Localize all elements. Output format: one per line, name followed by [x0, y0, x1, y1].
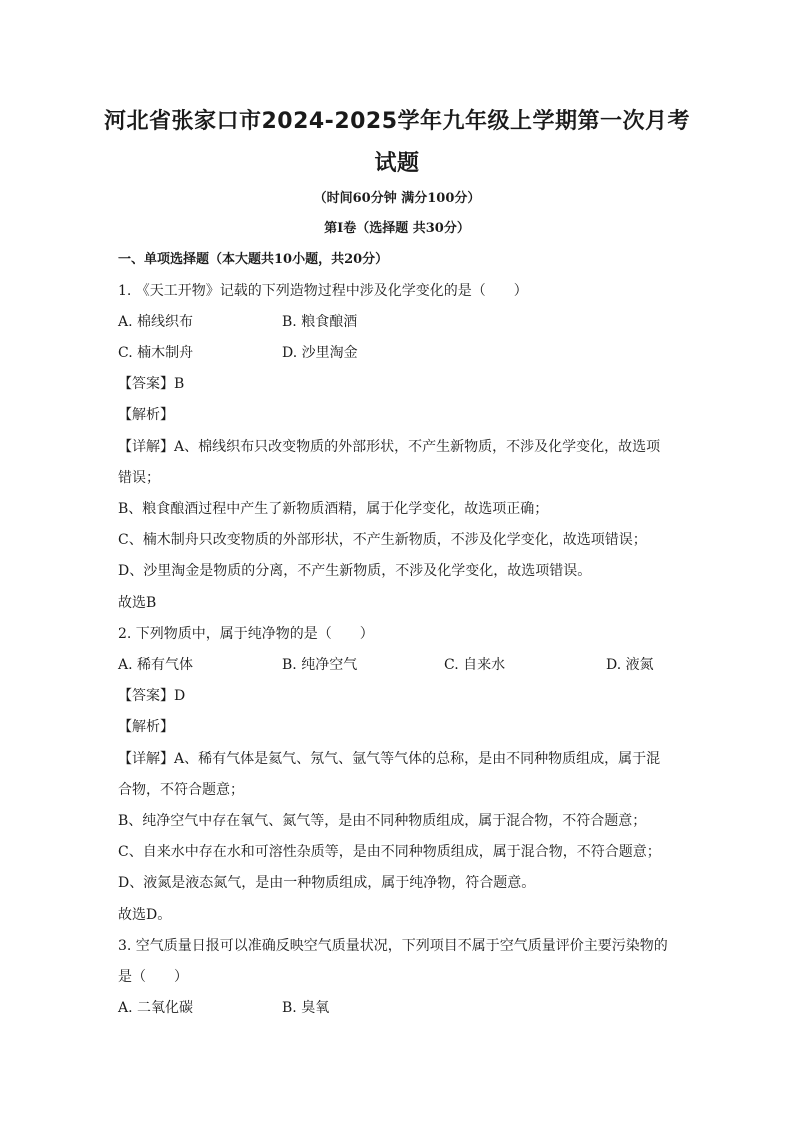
question-1-option-a: A. 棉线织布 [118, 314, 194, 330]
question-3-stem: 3. 空气质量日报可以准确反映空气质量状况，下列项目不属于空气质量评价主要污染物的 [118, 938, 668, 954]
question-1-option-c: C. 楠木制舟 [118, 345, 194, 361]
question-2-analysis: 【解析】 [118, 719, 174, 735]
question-2-detail-line: B、纯净空气中存在氧气、氮气等，是由不同种物质组成，属于混合物，不符合题意； [118, 813, 647, 829]
question-2-detail-line: 合物，不符合题意； [118, 782, 244, 798]
question-1-detail-line: 错误； [118, 470, 160, 486]
question-1-detail-line: C、楠木制舟只改变物质的外部形状，不产生新物质，不涉及化学变化，故选项错误； [118, 532, 647, 548]
question-2-conclusion: 故选D。 [118, 907, 172, 923]
page-title-cont: 试题 [374, 151, 420, 176]
question-1-detail-line: D、沙里淘金是物质的分离，不产生新物质，不涉及化学变化，故选项错误。 [118, 563, 592, 579]
question-2-option-a: A. 稀有气体 [118, 657, 194, 673]
question-2-detail-line: D、液氮是液态氮气，是由一种物质组成，属于纯净物，符合题意。 [118, 875, 536, 891]
question-3-option-b: B. 臭氧 [282, 1000, 330, 1016]
question-1-option-d: D. 沙里淘金 [282, 345, 358, 361]
question-2-option-c: C. 自来水 [444, 657, 506, 673]
page-title: 河北省张家口市2024-2025学年九年级上学期第一次月考 [103, 109, 691, 134]
question-3-stem-cont: 是（ ） [118, 969, 188, 985]
question-2-answer: 【答案】D [118, 688, 186, 704]
question-1-analysis: 【解析】 [118, 407, 174, 423]
time-info: （时间60分钟 满分100分） [313, 191, 481, 206]
question-2-option-b: B. 纯净空气 [282, 657, 358, 673]
question-1-answer: 【答案】B [118, 376, 185, 392]
volume-heading: 第Ⅰ卷（选择题 共30分） [324, 221, 470, 236]
question-2-detail-line: C、自来水中存在水和可溶性杂质等，是由不同种物质组成，属于混合物，不符合题意； [118, 844, 661, 860]
question-2-detail-line: 【详解】A、稀有气体是氦气、氖气、氩气等气体的总称，是由不同种物质组成，属于混 [118, 751, 661, 767]
question-2-stem: 2. 下列物质中，属于纯净物的是（ ） [118, 626, 374, 642]
section-heading: 一、单项选择题（本大题共10小题，共20分） [118, 252, 389, 267]
question-3-option-a: A. 二氧化碳 [118, 1000, 194, 1016]
question-1-conclusion: 故选B [118, 595, 157, 611]
question-2-option-d: D. 液氮 [606, 657, 654, 673]
question-1-detail-line: 【详解】A、棉线织布只改变物质的外部形状，不产生新物质，不涉及化学变化，故选项 [118, 439, 661, 455]
question-1-option-b: B. 粮食酿酒 [282, 314, 358, 330]
question-1-detail-line: B、粮食酿酒过程中产生了新物质酒精，属于化学变化，故选项正确； [118, 501, 549, 517]
question-1-stem: 1. 《天工开物》记载的下列造物过程中涉及化学变化的是（ ） [118, 283, 528, 299]
